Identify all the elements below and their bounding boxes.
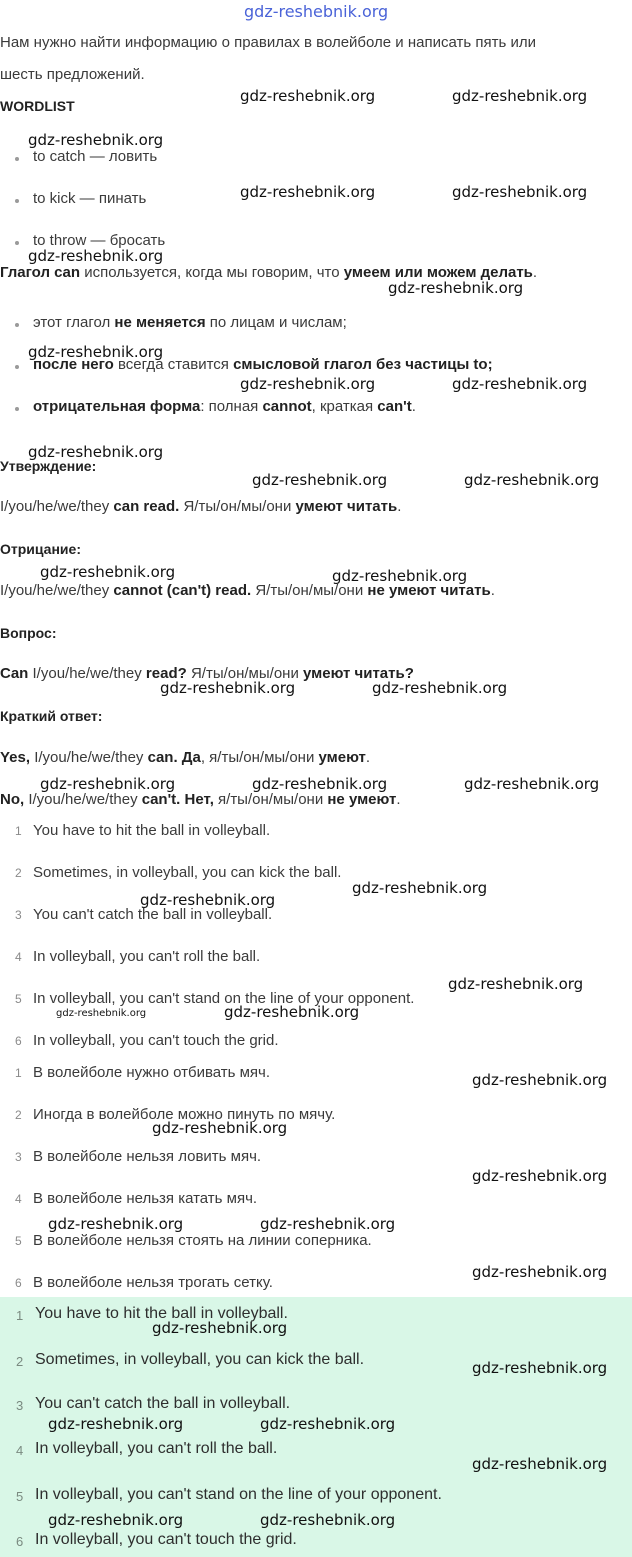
short-answer-title: Краткий ответ: <box>0 708 103 724</box>
watermark: gdz-reshebnik.org <box>240 375 376 393</box>
list-number: 5 <box>16 1489 24 1504</box>
list-item: You can't catch the ball in volleyball. <box>35 1395 291 1412</box>
watermark: gdz-reshebnik.org <box>140 891 276 909</box>
list-number: 3 <box>16 1398 24 1413</box>
rule-point: этот глагол не меняется по лицам и числам; <box>33 314 347 331</box>
list-number: 1 <box>15 824 22 838</box>
list-item: In volleyball, you can't roll the ball. <box>33 948 261 965</box>
watermark: gdz-reshebnik.org <box>28 343 164 361</box>
watermark: gdz-reshebnik.org <box>388 279 524 297</box>
list-number: 6 <box>15 1276 22 1290</box>
bullet-icon <box>15 157 19 161</box>
list-item: В волейболе нужно отбивать мяч. <box>33 1064 271 1081</box>
negative-example: I/you/he/we/they cannot (can't) read. Я/ты/он/мы/они не умеют читать. <box>0 582 495 599</box>
question-example: Can I/you/he/we/they read? Я/ты/он/мы/они умеют читать? <box>0 665 414 682</box>
watermark: gdz-reshebnik.org <box>48 1415 184 1433</box>
watermark: gdz-reshebnik.org <box>240 87 376 105</box>
watermark: gdz-reshebnik.org <box>452 183 588 201</box>
affirmative-title: Утверждение: <box>0 458 97 474</box>
list-item: Sometimes, in volleyball, you can kick the ball. <box>35 1351 365 1368</box>
affirmative-example: I/you/he/we/they can read. Я/ты/он/мы/они умеют читать. <box>0 498 402 515</box>
rule-point: после него всегда ставится смысловой глагол без частицы to; <box>33 356 493 373</box>
watermark: gdz-reshebnik.org <box>224 1003 360 1021</box>
list-item: In volleyball, you can't touch the grid. <box>33 1032 279 1049</box>
watermark: gdz-reshebnik.org <box>464 471 600 489</box>
rule-point: отрицательная форма: полная cannot, краткая can't. <box>33 398 416 415</box>
rule-text: Глагол can используется, когда мы говорим, что умеем или можем делать. <box>0 264 538 281</box>
watermark: gdz-reshebnik.org <box>152 1319 288 1337</box>
watermark: gdz-reshebnik.org <box>40 775 176 793</box>
watermark: gdz-reshebnik.org <box>160 679 296 697</box>
short-answer-yes: Yes, I/you/he/we/they can. Да, я/ты/он/мы/они умеют. <box>0 749 371 766</box>
intro-line-1: Нам нужно найти информацию о правилах в волейболе и написать пять или <box>0 34 536 51</box>
watermark: gdz-reshebnik.org <box>56 1008 147 1019</box>
wordlist-title: WORDLIST <box>0 98 75 114</box>
list-number: 2 <box>15 866 22 880</box>
wordlist-item: to catch — ловить <box>33 148 158 165</box>
watermark: gdz-reshebnik.org <box>472 1071 608 1089</box>
list-number: 4 <box>15 1192 22 1206</box>
list-number: 1 <box>16 1308 24 1323</box>
watermark: gdz-reshebnik.org <box>244 2 389 21</box>
list-number: 6 <box>15 1034 22 1048</box>
list-number: 3 <box>15 1150 22 1164</box>
watermark: gdz-reshebnik.org <box>452 375 588 393</box>
intro-line-2: шесть предложений. <box>0 66 145 83</box>
bullet-icon <box>15 199 19 203</box>
watermark: gdz-reshebnik.org <box>252 471 388 489</box>
watermark: gdz-reshebnik.org <box>472 1263 608 1281</box>
list-item: Иногда в волейболе можно пинуть по мячу. <box>33 1106 336 1123</box>
watermark: gdz-reshebnik.org <box>40 563 176 581</box>
watermark: gdz-reshebnik.org <box>352 879 488 897</box>
short-answer-no: No, I/you/he/we/they can't. Нет, я/ты/он/мы/они не умеют. <box>0 791 401 808</box>
bullet-icon <box>15 323 19 327</box>
list-item: In volleyball, you can't roll the ball. <box>35 1440 278 1457</box>
bullet-icon <box>15 407 19 411</box>
list-number: 5 <box>15 1234 22 1248</box>
watermark: gdz-reshebnik.org <box>472 1167 608 1185</box>
watermark: gdz-reshebnik.org <box>332 567 468 585</box>
watermark: gdz-reshebnik.org <box>372 679 508 697</box>
list-number: 4 <box>15 950 22 964</box>
watermark: gdz-reshebnik.org <box>252 775 388 793</box>
watermark: gdz-reshebnik.org <box>452 87 588 105</box>
list-item: В волейболе нельзя стоять на линии соперника. <box>33 1232 372 1249</box>
list-number: 3 <box>15 908 22 922</box>
bullet-icon <box>15 365 19 369</box>
list-number: 5 <box>15 992 22 1006</box>
watermark: gdz-reshebnik.org <box>152 1119 288 1137</box>
wordlist-item: to kick — пинать <box>33 190 147 207</box>
list-number: 2 <box>15 1108 22 1122</box>
list-number: 2 <box>16 1354 24 1369</box>
list-item: You have to hit the ball in volleyball. <box>35 1305 288 1322</box>
list-item: Sometimes, in volleyball, you can kick the ball. <box>33 864 342 881</box>
list-item: In volleyball, you can't stand on the line of your opponent. <box>33 990 415 1007</box>
list-number: 6 <box>16 1534 24 1549</box>
list-number: 1 <box>15 1066 22 1080</box>
bullet-icon <box>15 241 19 245</box>
question-title: Вопрос: <box>0 625 57 641</box>
watermark: gdz-reshebnik.org <box>448 975 584 993</box>
watermark: gdz-reshebnik.org <box>260 1215 396 1233</box>
watermark: gdz-reshebnik.org <box>28 443 164 461</box>
list-item: In volleyball, you can't stand on the line of your opponent. <box>35 1486 442 1503</box>
watermark: gdz-reshebnik.org <box>464 775 600 793</box>
watermark: gdz-reshebnik.org <box>28 247 164 265</box>
list-item: В волейболе нельзя ловить мяч. <box>33 1148 262 1165</box>
watermark: gdz-reshebnik.org <box>472 1359 608 1377</box>
watermark: gdz-reshebnik.org <box>472 1455 608 1473</box>
wordlist-item: to throw — бросать <box>33 232 166 249</box>
list-item: You have to hit the ball in volleyball. <box>33 822 271 839</box>
list-item: In volleyball, you can't touch the grid. <box>35 1531 297 1548</box>
list-item: В волейболе нельзя катать мяч. <box>33 1190 258 1207</box>
watermark: gdz-reshebnik.org <box>28 131 164 149</box>
list-item: You can't catch the ball in volleyball. <box>33 906 273 923</box>
list-item: В волейболе нельзя трогать сетку. <box>33 1274 273 1291</box>
list-number: 4 <box>16 1443 24 1458</box>
negative-title: Отрицание: <box>0 541 81 557</box>
watermark: gdz-reshebnik.org <box>260 1415 396 1433</box>
watermark: gdz-reshebnik.org <box>48 1511 184 1529</box>
watermark: gdz-reshebnik.org <box>260 1511 396 1529</box>
watermark: gdz-reshebnik.org <box>48 1215 184 1233</box>
watermark: gdz-reshebnik.org <box>240 183 376 201</box>
